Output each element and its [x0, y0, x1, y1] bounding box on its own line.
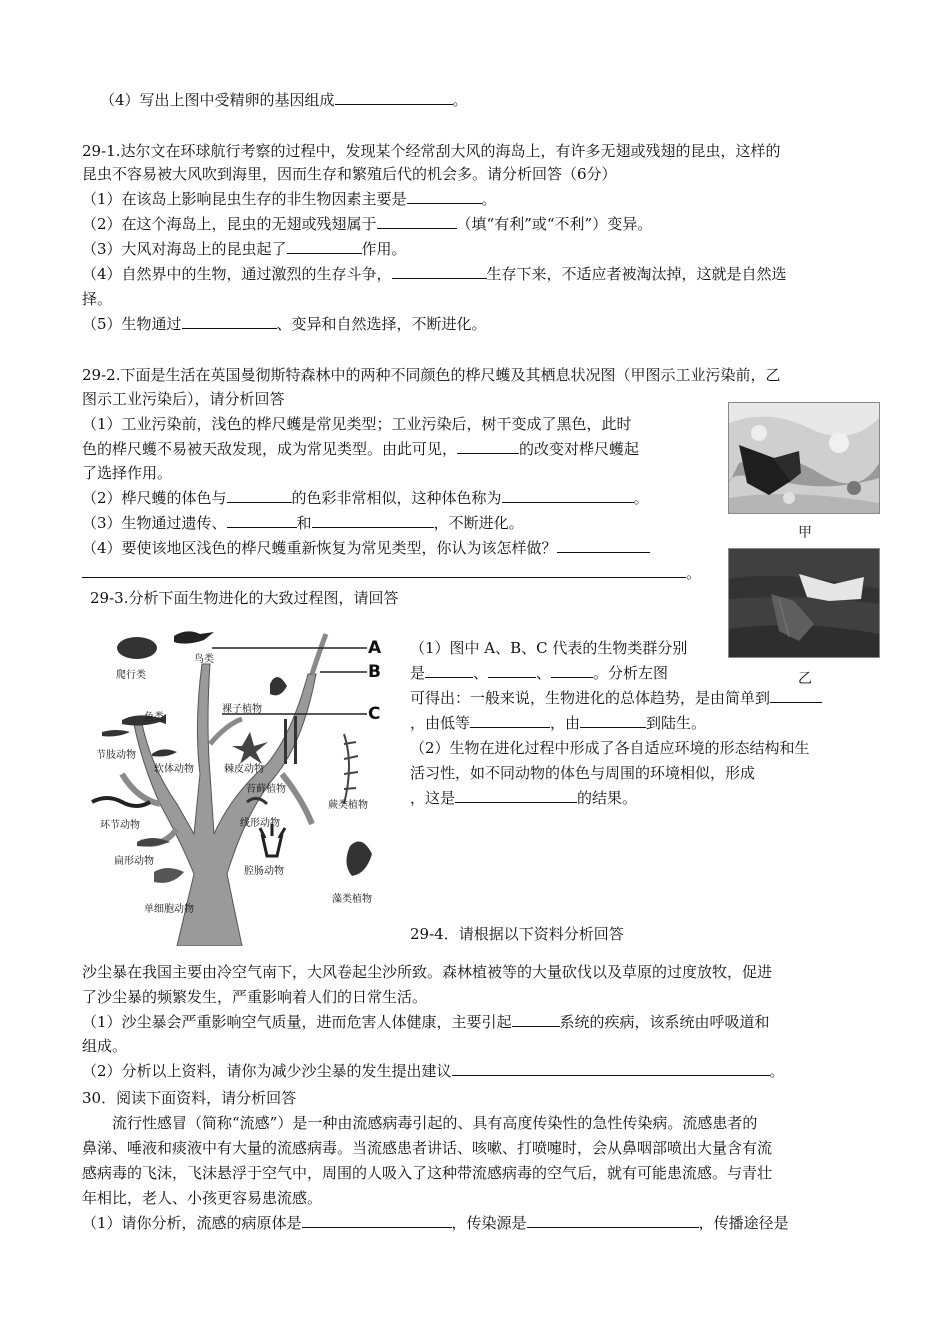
answer-blank[interactable] [551, 663, 593, 678]
answer-blank[interactable] [512, 1012, 560, 1027]
label-cnidarian: 腔肠动物 [244, 866, 284, 877]
item-text: 系统的疾病，该系统由呼吸道和 [559, 1013, 770, 1031]
label-reptile: 爬行类 [116, 670, 146, 681]
q30-para-1: 流行性感冒（简称“流感”）是一种由流感病毒引起的、具有高度传染性的急性传染病。流感患者的 [112, 1114, 758, 1132]
q30-para-3: 感病毒的飞沫，飞沫悬浮于空气中，周围的人吸入了这种带流感病毒的空气后，就有可能患流感。与青壮 [82, 1164, 773, 1182]
label-moss: 苔藓植物 [246, 784, 286, 795]
moth-photo-yi-image [729, 549, 879, 657]
item-text: 的结果。 [577, 789, 638, 807]
caption-yi: 乙 [798, 671, 812, 687]
q29-3-item-1-trend-cont [410, 713, 706, 733]
item-text: ，这是 [410, 789, 456, 807]
q29-3-item-1-blanks [410, 663, 668, 683]
punct: 。 [686, 564, 702, 582]
q29-3-item-2-end [410, 788, 637, 808]
answer-blank[interactable] [287, 239, 362, 254]
q30-item-1 [82, 1213, 789, 1233]
q29-3-item-1: （1）图中 A、B、C 代表的生物类群分别 [410, 639, 688, 657]
answer-blank[interactable] [455, 788, 577, 803]
item-text: （5）生物通过 [82, 315, 182, 333]
item-text: （4）自然界中的生物，通过激烈的生存斗争， [82, 265, 392, 283]
q29-4-title: 29-4．请根据以下资料分析回答 [410, 925, 624, 943]
item-text: 生存下来，不适应者被淘汰掉，这就是自然选 [486, 265, 787, 283]
moth-photo-jia [728, 402, 880, 514]
q29-2-item-3 [82, 513, 524, 533]
answer-blank[interactable] [580, 713, 646, 728]
q29-3-item-2-cont: 活习性，如不同动物的体色与周围的环境相似，形成 [410, 764, 756, 782]
q29-4-item-1-cont: 组成。 [82, 1037, 128, 1055]
label-gymnosperm: 裸子植物 [222, 704, 262, 715]
q29-4-para-1: 沙尘暴在我国主要由冷空气南下，大风卷起尘沙所致。森林植被等的大量砍伐以及草原的过度放牧，促进 [82, 963, 773, 981]
item-text: （2）桦尺蠖的体色与 [82, 489, 227, 507]
evolution-tree-diagram [82, 624, 402, 946]
answer-blank[interactable] [557, 538, 650, 553]
q29-3-item-1-trend [410, 688, 822, 708]
moth-photo-jia-image [729, 403, 879, 513]
q30-title: 30．阅读下面资料，请分析回答 [82, 1089, 297, 1107]
answer-blank[interactable] [377, 214, 457, 229]
item-text: 。分析左图 [593, 664, 669, 682]
item-text: ，传染源是 [451, 1214, 527, 1232]
answer-blank[interactable] [407, 189, 482, 204]
q29-4-item-1 [82, 1012, 770, 1032]
q29-3-intro: 29-3.分析下面生物进化的大致过程图，请回答 [90, 589, 399, 607]
letter-c: C [368, 704, 381, 724]
answer-blank[interactable] [335, 90, 453, 105]
label-nematode: 线形动物 [240, 818, 280, 829]
answer-blank[interactable] [488, 663, 536, 678]
label-echinoderm: 棘皮动物 [224, 764, 264, 775]
punct: 。 [481, 190, 497, 208]
label-annelid: 环节动物 [100, 820, 140, 831]
q29-1-item-5 [82, 314, 487, 334]
answer-blank[interactable] [302, 1213, 452, 1228]
answer-blank[interactable] [312, 513, 434, 528]
answer-blank[interactable] [457, 439, 519, 454]
q29-2-intro-2: 图示工业污染后），请分析回答 [82, 390, 285, 408]
item-text: （1）沙尘暴会严重影响空气质量，进而危害人体健康，主要引起 [82, 1013, 512, 1031]
item-text: （4）要使该地区浅色的桦尺蠖重新恢复为常见类型，你认为该怎样做？ [82, 539, 557, 557]
answer-blank[interactable] [770, 688, 822, 703]
label-arthropod: 节肢动物 [96, 750, 136, 761]
item-text: 的色彩非常相似，这种体色称为 [291, 489, 502, 507]
item-text: 的改变对桦尺蠖起 [519, 440, 640, 458]
q29-2-intro-1: 29-2.下面是生活在英国曼彻斯特森林中的两种不同颜色的桦尺蠖及其栖息状况图（甲图示工业污染前，乙 [82, 366, 781, 384]
item-text: ，由低等 [410, 714, 471, 732]
answer-blank[interactable] [425, 663, 473, 678]
q29-4-para-2: 了沙尘暴的频繁发生，严重影响着人们的日常生活。 [82, 988, 428, 1006]
item-text: 作用。 [361, 240, 407, 258]
item-text: 、变异和自然选择，不断进化。 [276, 315, 487, 333]
item-text: ，不断进化。 [433, 514, 524, 532]
answer-blank[interactable] [502, 488, 634, 503]
item-text: （2）在这个海岛上，昆虫的无翅或残翅属于 [82, 215, 377, 233]
label-bird: 鸟类 [194, 654, 214, 665]
label-fish: 鱼类 [144, 712, 164, 723]
answer-blank[interactable] [227, 513, 297, 528]
answer-blank[interactable] [392, 264, 487, 279]
punct: 。 [633, 489, 649, 507]
q29-1-item-4 [82, 264, 787, 284]
q30-para-2: 鼻涕、唾液和痰液中有大量的流感病毒。当流感患者讲话、咳嗽、打喷嚏时，会从鼻咽部喷出大量含有流 [82, 1139, 773, 1157]
q29-4-item-2 [82, 1061, 785, 1081]
q28-4-line [100, 90, 468, 110]
q29-1-item-3 [82, 239, 407, 259]
q29-2-item-1-end: 了选择作用。 [82, 464, 173, 482]
item-text: 色的桦尺蠖不易被天敌发现，成为常见类型。由此可见， [82, 440, 458, 458]
label-algae: 藻类植物 [332, 894, 372, 905]
label-protozoa: 单细胞动物 [144, 904, 194, 915]
answer-blank[interactable] [527, 1213, 699, 1228]
q30-para-4: 年相比，老人、小孩更容易患流感。 [82, 1189, 323, 1207]
q29-2-item-4-cont [82, 563, 701, 583]
q29-1-item-2 [82, 214, 652, 234]
label-flatworm: 扁形动物 [114, 856, 154, 867]
q29-1-item-4-cont: 择。 [82, 290, 113, 308]
item-text: （3）生物通过遗传、 [82, 514, 227, 532]
q29-3-item-2: （2）生物在进化过程中形成了各自适应环境的形态结构和生 [410, 739, 810, 757]
punct: 、 [536, 664, 552, 682]
item-text: （1）请你分析，流感的病原体是 [82, 1214, 302, 1232]
punct: 、 [473, 664, 489, 682]
item-text: 到陆生。 [646, 714, 707, 732]
item-text: （3）大风对海岛上的昆虫起了 [82, 240, 287, 258]
q29-2-item-1-cont [82, 439, 639, 459]
q29-2-item-4 [82, 538, 650, 558]
q29-1-intro-2: 昆虫不容易被大风吹到海里，因而生存和繁殖后代的机会多。请分析回答（6分） [82, 165, 617, 183]
item-text: （填“有利”或“不利”）变异。 [456, 215, 653, 233]
item-text: 是 [410, 664, 426, 682]
q29-1-item-1 [82, 189, 497, 209]
answer-blank[interactable] [82, 563, 686, 578]
punct: 。 [769, 1062, 785, 1080]
punct: 。 [452, 91, 468, 109]
letter-a: A [368, 638, 382, 658]
q29-2-item-2 [82, 488, 649, 508]
item-text: （1）在该岛上影响昆虫生存的非生物因素主要是 [82, 190, 407, 208]
answer-blank[interactable] [227, 488, 292, 503]
item-text: 和 [296, 514, 312, 532]
caption-jia: 甲 [798, 525, 812, 541]
item-text: ，由 [550, 714, 581, 732]
item-text: ，传播途径是 [698, 1214, 789, 1232]
item-text: 可得出：一般来说，生物进化的总体趋势，是由简单到 [410, 689, 771, 707]
q28-4-text: （4）写出上图中受精卵的基因组成 [100, 91, 335, 109]
moth-photo-yi [728, 548, 880, 658]
label-mollusk: 软体动物 [154, 764, 194, 775]
item-text: （2）分析以上资料，请你为减少沙尘暴的发生提出建议 [82, 1062, 452, 1080]
q29-2-item-1: （1）工业污染前，浅色的桦尺蠖是常见类型；工业污染后，树干变成了黑色，此时 [82, 415, 632, 433]
letter-b: B [368, 662, 381, 682]
answer-blank[interactable] [452, 1061, 770, 1076]
answer-blank[interactable] [182, 314, 277, 329]
answer-blank[interactable] [470, 713, 550, 728]
q29-1-intro-1: 29-1.达尔文在环球航行考察的过程中，发现某个经常刮大风的海岛上，有许多无翅或残翅的昆虫，这样的 [82, 142, 781, 160]
label-fern: 蕨类植物 [328, 800, 368, 811]
